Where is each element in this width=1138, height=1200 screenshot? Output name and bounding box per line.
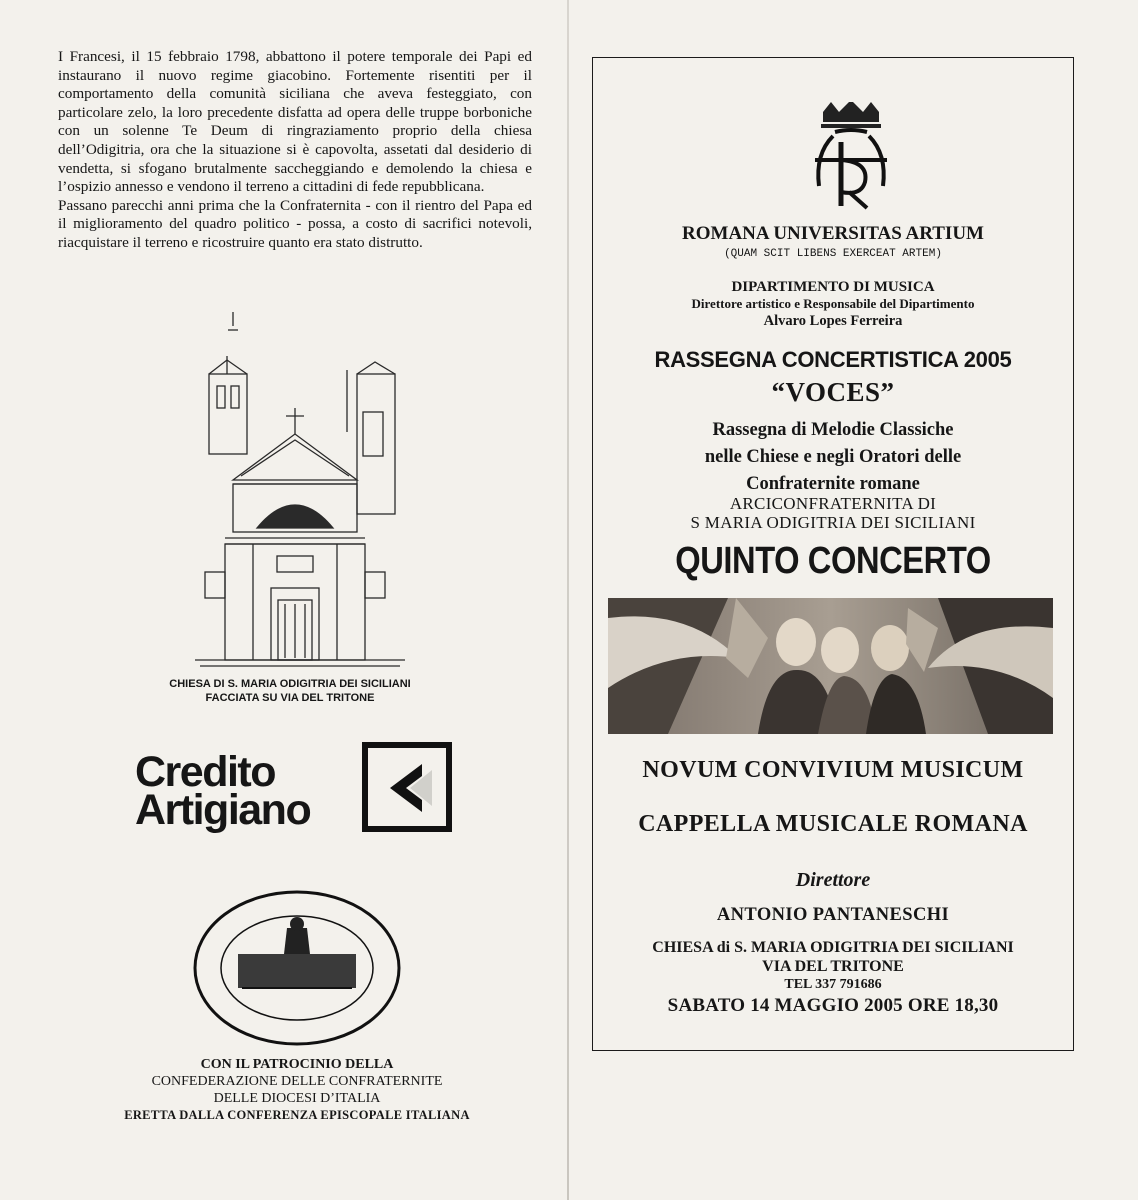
confraternity-line-1: ARCICONFRATERNITA DI xyxy=(729,494,937,513)
angels-painting-image xyxy=(608,598,1053,734)
concert-date-time: SABATO 14 MAGGIO 2005 ORE 18,30 xyxy=(667,995,999,1016)
patronage-line-1: CON IL PATROCINIO DELLA xyxy=(200,1057,394,1072)
crown-monogram-icon xyxy=(811,102,891,214)
confraternity-line-2: S MARIA ODIGITRIA DEI SICILIANI xyxy=(690,513,976,532)
series-subtitle-line-2: nelle Chiese e negli Oratori delle xyxy=(704,447,962,467)
patronage-line-4: ERETTA DALLA CONFERENZA EPISCOPALE ITALIANA xyxy=(124,1108,470,1122)
patronage-line-2: CONFEDERAZIONE DELLE CONFRATERNITE xyxy=(151,1074,443,1089)
venue-line-2: VIA DEL TRITONE xyxy=(762,958,904,975)
university-motto: (QUAM SCIT LIBENS EXERCEAT ARTEM) xyxy=(724,248,942,260)
history-paragraph-2: Passano parecchi anni prima che la Confraternita - con il rientro del Papa ed il miglioramento del quadro politico - possa, a costo di sacrifici notevoli, riacquistare il terreno e ricostruire quanto era stato distrutto. xyxy=(58,196,532,251)
venue-line-1: CHIESA di S. MARIA ODIGITRIA DEI SICILIANI xyxy=(652,939,1014,956)
sketch-caption xyxy=(130,677,450,705)
department-name: DIPARTIMENTO DI MUSICA xyxy=(731,279,935,295)
sponsor-name-line-1: Credito xyxy=(135,748,275,796)
patronage-line-3: DELLE DIOCESI D’ITALIA xyxy=(213,1091,381,1106)
director-name: Alvaro Lopes Ferreira xyxy=(763,313,903,329)
patronage-block xyxy=(60,1056,534,1124)
phone-number: TEL 337 791686 xyxy=(784,977,882,992)
series-title: RASSEGNA CONCERTISTICA 2005 xyxy=(654,347,1012,372)
conductor-label: Direttore xyxy=(795,869,871,891)
series-subtitle-line-1: Rassegna di Melodie Classiche xyxy=(712,420,954,440)
confederation-seal-icon xyxy=(192,888,402,1048)
square-chevron-logo xyxy=(362,742,452,832)
sketch-caption-line-2: FACCIATA SU VIA DEL TRITONE xyxy=(205,692,375,704)
venue xyxy=(592,938,1074,976)
director-role: Direttore artistico e Responsabile del Dipartimento xyxy=(691,296,975,311)
left-panel xyxy=(0,0,567,1200)
history-paragraph-1: I Francesi, il 15 febbraio 1798, abbattono il potere temporale dei Papi ed instaurano il nuovo regime giacobino. Fortemente risentiti per il comportamento della comunità siciliana che aveva festeggiato, con particolare zelo, la loro precedente disfatta ad opera delle truppe borboniche con un solenne Te Deum di ringraziamento proprio della chiesa dell’Odigitria, ora che la situazione si è capovolta, assetati dal desiderio di vendetta, si sfogano brutalmente saccheggiando e demolendo la chiesa e l’ospizio annesso e vendono il terreno a cittadini di fede repubblicana. xyxy=(58,48,532,196)
history-text xyxy=(58,48,532,253)
sponsor-name-line-2: Artigiano xyxy=(135,786,311,834)
conductor-name: ANTONIO PANTANESCHI xyxy=(716,905,950,925)
page-fold xyxy=(567,0,569,1200)
ensemble-name-1: NOVUM CONVIVIUM MUSICUM xyxy=(642,757,1024,783)
university-name: ROMANA UNIVERSITAS ARTIUM xyxy=(682,223,984,244)
church-facade-sketch xyxy=(195,312,405,674)
sketch-caption-line-1: CHIESA DI S. MARIA ODIGITRIA DEI SICILIANI xyxy=(169,678,411,690)
series-subtitle-line-3: Confraternite romane xyxy=(746,474,920,494)
ensemble-name-2: CAPPELLA MUSICALE ROMANA xyxy=(638,811,1028,837)
series-name: “VOCES” xyxy=(771,377,895,407)
concert-number: QUINTO CONCERTO xyxy=(675,540,991,582)
confraternity-name xyxy=(592,494,1074,532)
series-subtitle xyxy=(592,417,1074,498)
